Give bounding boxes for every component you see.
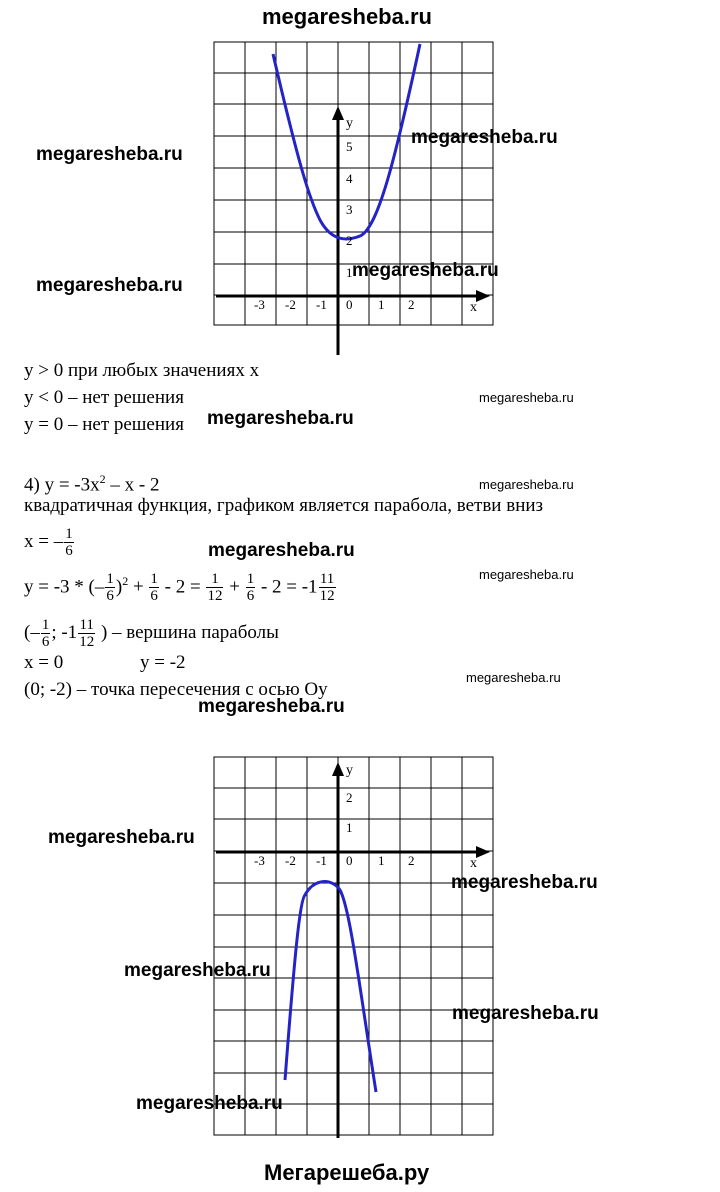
task-4-function <box>24 468 159 496</box>
graph-2 <box>0 750 720 1150</box>
graph-1-x-tick: -1 <box>316 297 327 312</box>
graph-2-x-tick: -3 <box>254 853 265 868</box>
x-eq-text: x = – <box>24 530 64 552</box>
graph-2-y-arrow <box>332 762 344 776</box>
watermark: megaresheba.ru <box>48 827 195 848</box>
graph-1-y-tick: 5 <box>346 139 353 154</box>
graph-1-x-tick: -2 <box>285 297 296 312</box>
graph-2-x-tick: 1 <box>378 853 385 868</box>
task-4-description: квадратичная функция, графиком является парабола, ветви вниз <box>24 495 544 516</box>
graph-1-grid <box>214 42 493 325</box>
vertex-x-equation <box>24 526 75 559</box>
graph-1-y-arrow <box>332 106 344 120</box>
graph-2-x-tick: 0 <box>346 853 353 868</box>
site-footer: Мегарешеба.ру <box>264 1160 430 1185</box>
y-minus-two: y = -2 <box>140 652 186 673</box>
watermark: megaresheba.ru <box>124 960 271 981</box>
watermark: megaresheba.ru <box>198 696 345 717</box>
graph-1-y-tick: 2 <box>346 233 353 248</box>
site-header: megaresheba.ru <box>262 4 432 29</box>
watermark: megaresheba.ru <box>36 144 183 165</box>
task-4-suffix: – x - 2 <box>105 474 160 496</box>
text-line-2: y < 0 – нет решения <box>24 387 184 408</box>
watermark: megaresheba.ru <box>352 260 499 281</box>
graph-2-x-label: x <box>470 856 477 871</box>
watermark: megaresheba.ru <box>451 872 598 893</box>
watermark-small: megaresheba.ru <box>479 567 574 582</box>
graph-1-x-tick: 1 <box>378 297 385 312</box>
graph-2-y-label: y <box>346 763 353 778</box>
graph-2-x-arrow <box>476 846 490 858</box>
graph-1-y-tick: 3 <box>346 202 353 217</box>
text-line-1: y > 0 при любых значениях x <box>24 360 260 381</box>
graph-1-x-tick: 2 <box>408 297 415 312</box>
vertex-y-calculation: y = -3 * (– $\frac{1}{6}$ )$^2$ + $\frac{1}{6}$ - 2 = $\frac{1}{12}$ + $\frac{1}{6}$ - 2 = -1 $\frac{11}{12}$ <box>24 571 335 605</box>
graph-1-x-arrow <box>476 290 490 302</box>
graph-2-parabola <box>285 882 376 1092</box>
graph-1-x-tick: 0 <box>346 297 353 312</box>
watermark: megaresheba.ru <box>136 1093 283 1114</box>
graph-2-x-tick: -1 <box>316 853 327 868</box>
graph-2-y-tick: 2 <box>346 790 353 805</box>
graph-1-x-tick: -3 <box>254 297 265 312</box>
graph-2-y-tick: 1 <box>346 820 353 835</box>
watermark: megaresheba.ru <box>207 408 354 429</box>
graph-1 <box>0 0 720 370</box>
graph-2-x-tick: 2 <box>408 853 415 868</box>
watermark-small: megaresheba.ru <box>479 390 574 405</box>
task-4-prefix: 4) y = -3x <box>24 474 100 496</box>
watermark-small: megaresheba.ru <box>479 477 574 492</box>
graph-1-y-label: y <box>346 116 353 131</box>
watermark: megaresheba.ru <box>36 275 183 296</box>
intersection-point: (0; -2) – точка пересечения с осью Oy <box>24 679 328 700</box>
vertex-point: (– $\frac{1}{6}$ ; -1 $\frac{11}{12}$ ) – вершина параболы <box>24 617 279 650</box>
watermark: megaresheba.ru <box>452 1003 599 1024</box>
graph-1-y-tick: 4 <box>346 171 353 186</box>
graph-2-x-tick: -2 <box>285 853 296 868</box>
task-4-exponent: 2 <box>99 472 106 486</box>
watermark-small: megaresheba.ru <box>466 670 561 685</box>
watermark: megaresheba.ru <box>208 540 355 561</box>
text-line-3: y = 0 – нет решения <box>24 414 184 435</box>
fraction-one-sixth: $\frac{1}{6}$ <box>65 526 73 559</box>
graph-1-x-label: x <box>470 300 477 315</box>
watermark: megaresheba.ru <box>411 127 558 148</box>
graph-1-y-tick: 1 <box>346 265 353 280</box>
x-zero: x = 0 <box>24 652 64 673</box>
